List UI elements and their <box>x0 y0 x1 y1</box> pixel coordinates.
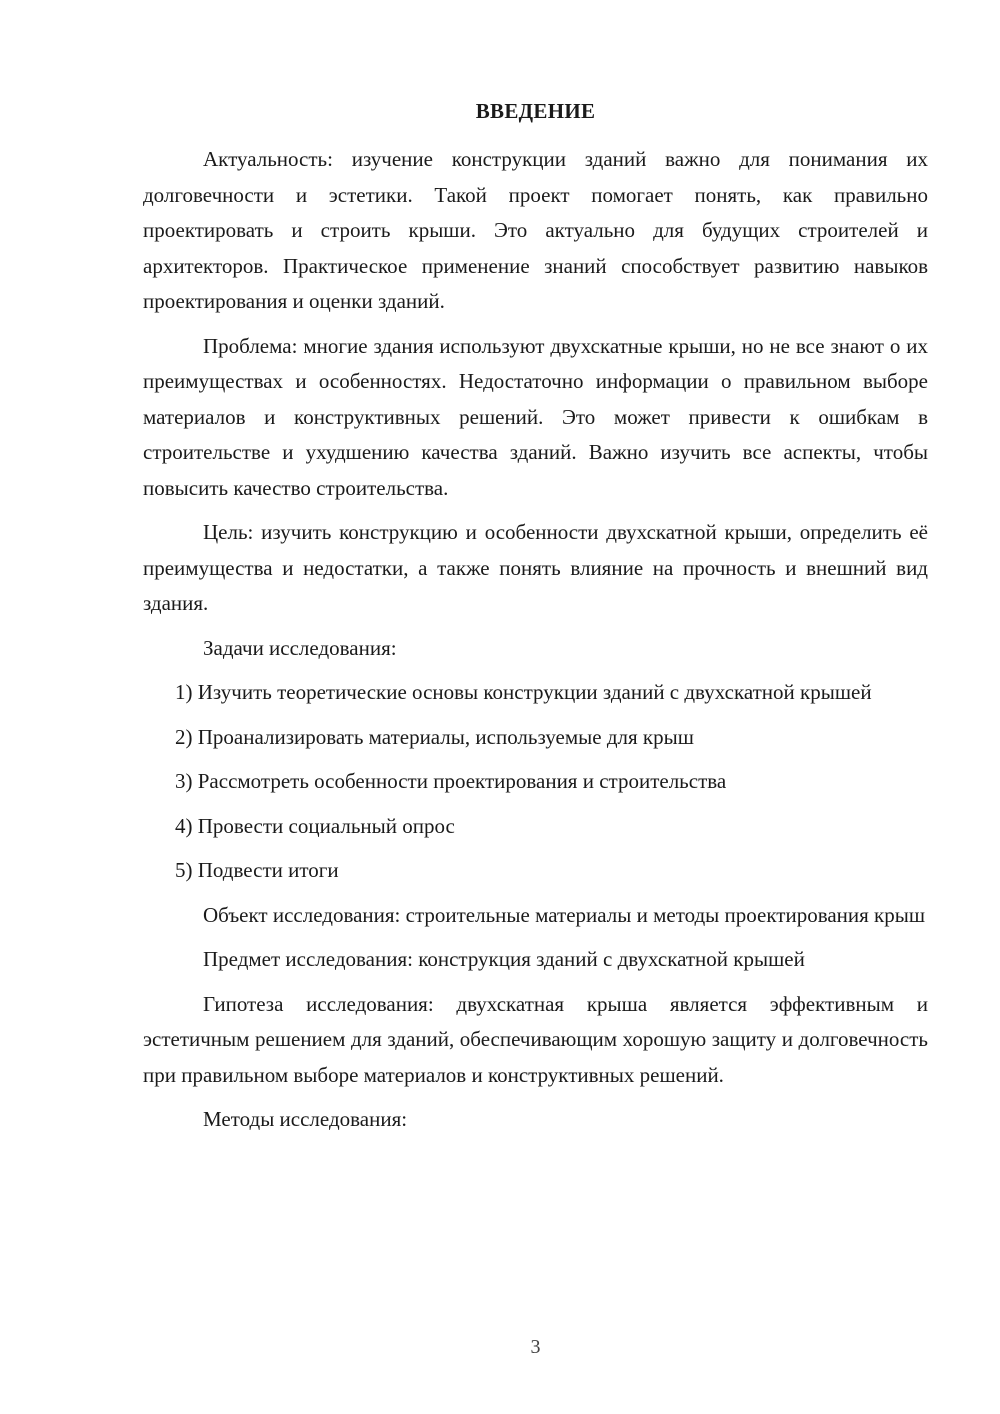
hypothesis-paragraph: Гипотеза исследования: двухскатная крыша является эффективным и эстетичным решением для зданий, обеспечивающим хорошую защиту и долговечность при правильном выборе материалов и конструктивных решений. <box>143 991 928 1087</box>
problem-paragraph: Проблема: многие здания используют двухскатные крыши, но не все знают о их преимуществах и особенностях. Недостаточно информации о правильном выборе материалов и конструктивных решений. Это может привести к ошибкам в строительстве и ухудшению качества зданий. Важно изучить все аспекты, чтобы повысить качество строительства. <box>143 333 928 500</box>
task-item-4: 4) Провести социальный опрос <box>175 813 455 838</box>
task-item-3: 3) Рассмотреть особенности проектирования и строительства <box>175 769 727 793</box>
goal-paragraph: Цель: изучить конструкцию и особенности двухскатной крыши, определить её преимущества и недостатки, а также понять влияние на прочность и внешний вид здания. <box>143 520 928 615</box>
section-title: ВВЕДЕНИЕ <box>475 99 596 123</box>
relevance-paragraph: Актуальность: изучение конструкции зданий важно для понимания их долговечности и эстетики. Такой проект помогает понять, как правильно проектировать и строить крыши. Это актуально для будущих строителей и архитекторов. Практическое применение знаний способствует развитию навыков проектирования и оценки зданий. <box>143 147 928 313</box>
tasks-heading: Задачи исследования: <box>203 635 397 660</box>
subject-paragraph: Предмет исследования: конструкция зданий с двухскатной крышей <box>203 947 805 971</box>
task-item-5: 5) Подвести итоги <box>175 858 339 882</box>
task-item-1: 1) Изучить теоретические основы конструкции зданий с двухскатной крышей <box>175 680 872 704</box>
document-page <box>143 0 928 1414</box>
page-number: 3 <box>530 1336 541 1358</box>
methods-heading: Методы исследования: <box>203 1107 408 1131</box>
object-paragraph: Объект исследования: строительные материалы и методы проектирования крыш <box>203 902 926 927</box>
document-body <box>143 142 928 1147</box>
task-item-2: 2) Проанализировать материалы, используемые для крыш <box>175 724 694 749</box>
